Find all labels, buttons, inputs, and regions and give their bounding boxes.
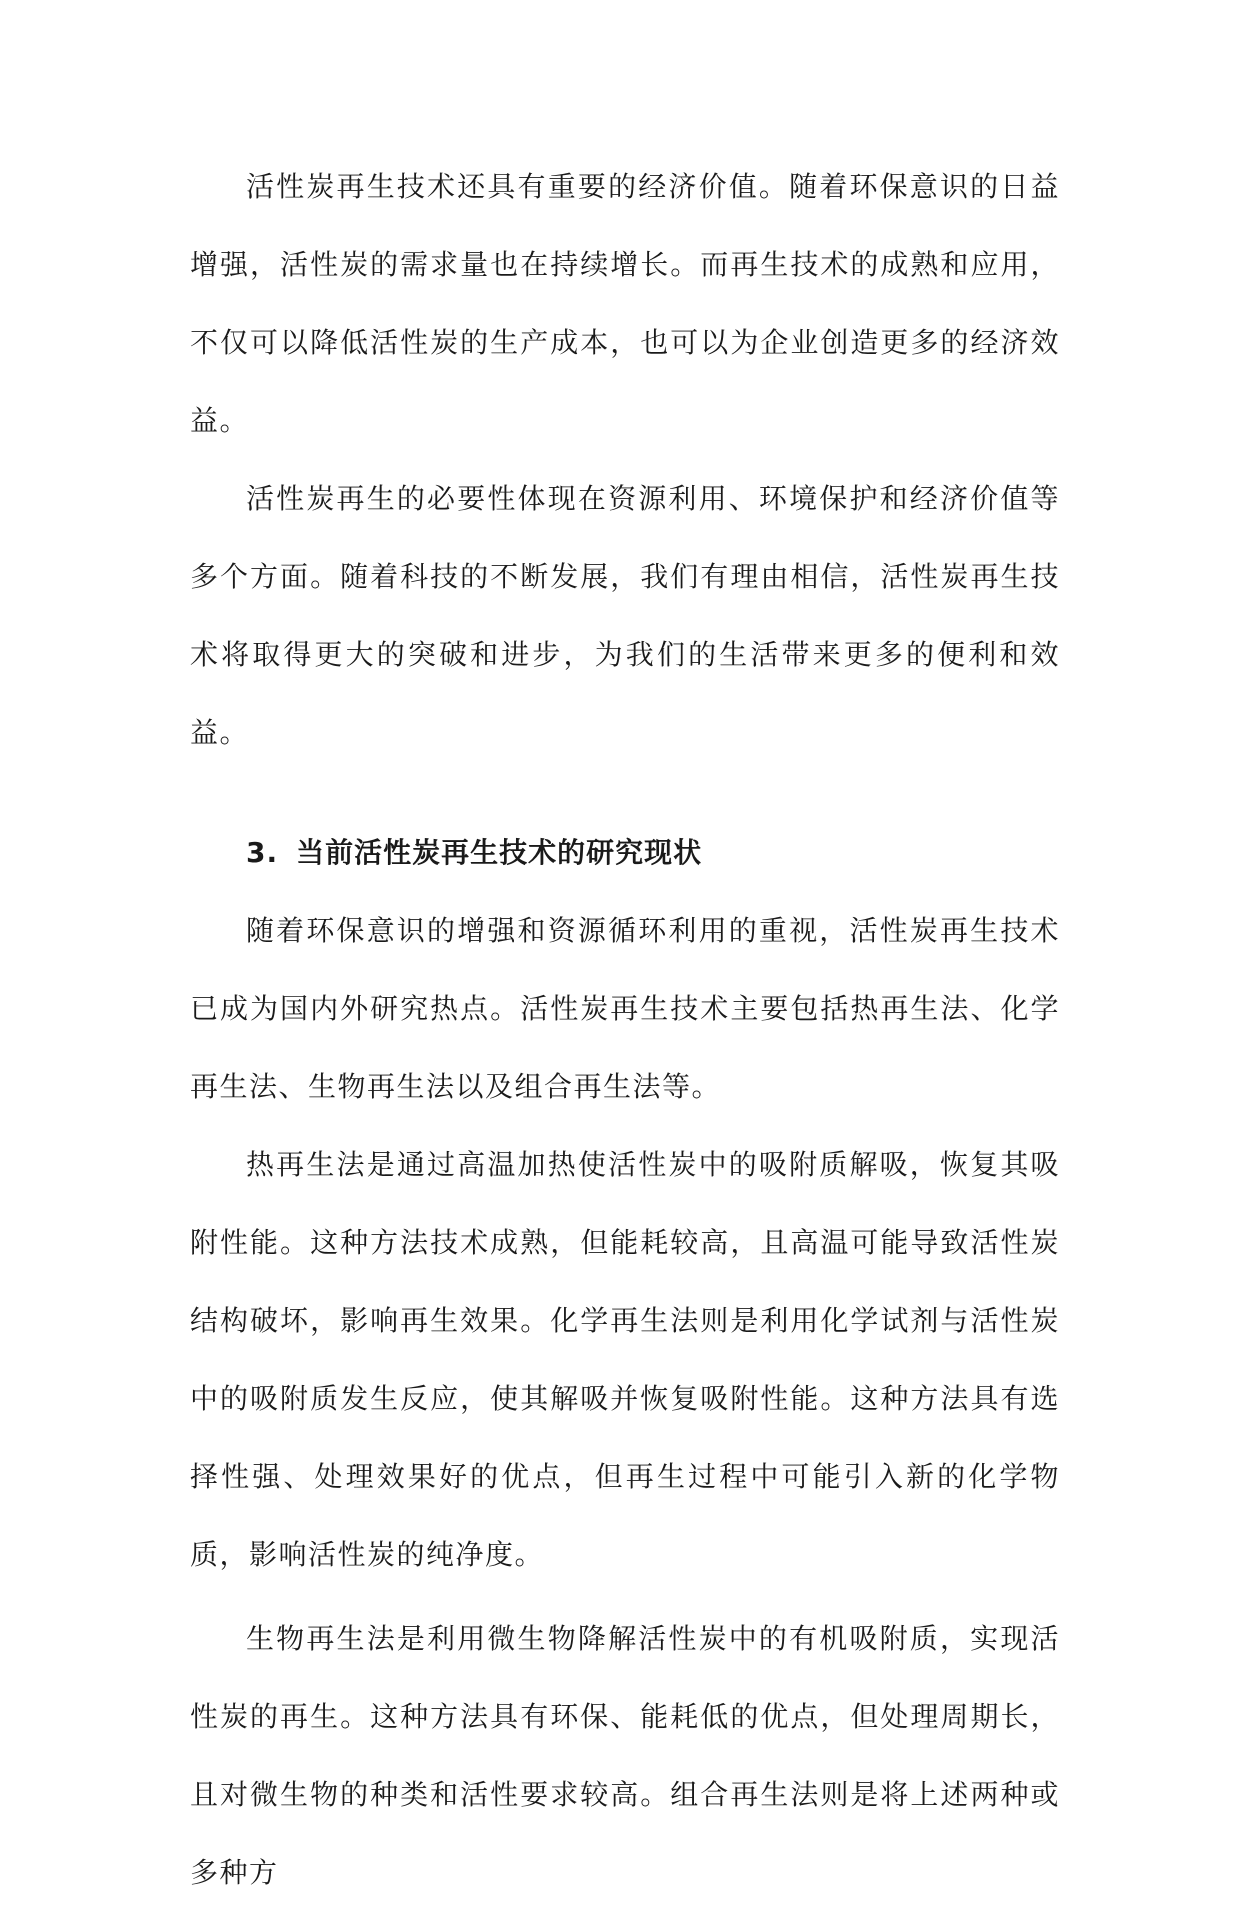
paragraph-biological-combined: 生物再生法是利用微生物降解活性炭中的有机吸附质，实现活性炭的再生。这种方法具有环保、能耗低的优点，但处理周期长，且对微生物的种类和活性要求较高。组合再生法则是将上述两种或多种方 — [190, 1622, 1060, 1889]
paragraph-research-overview: 随着环保意识的增强和资源循环利用的重视，活性炭再生技术已成为国内外研究热点。活性炭再生技术主要包括热再生法、化学再生法、生物再生法以及组合再生法等。 — [190, 914, 1060, 1103]
document-page — [190, 148, 1060, 1912]
paragraph-necessity: 活性炭再生的必要性体现在资源利用、环境保护和经济价值等多个方面。随着科技的不断发展，我们有理由相信，活性炭再生技术将取得更大的突破和进步，为我们的生活带来更多的便利和效益。 — [190, 482, 1060, 749]
paragraph-economic-value: 活性炭再生技术还具有重要的经济价值。随着环保意识的日益增强，活性炭的需求量也在持续增长。而再生技术的成熟和应用，不仅可以降低活性炭的生产成本，也可以为企业创造更多的经济效益。 — [190, 170, 1060, 437]
paragraph-thermal-chemical: 热再生法是通过高温加热使活性炭中的吸附质解吸，恢复其吸附性能。这种方法技术成熟，但能耗较高，且高温可能导致活性炭结构破坏，影响再生效果。化学再生法则是利用化学试剂与活性炭中的吸附质发生反应，使其解吸并恢复吸附性能。这种方法具有选择性强、处理效果好的优点，但再生过程中可能引入新的化学物质，影响活性炭的纯净度。 — [190, 1148, 1060, 1571]
section-number: 3. — [246, 836, 279, 869]
section-heading — [190, 814, 1060, 892]
section-title: 当前活性炭再生技术的研究现状 — [296, 836, 703, 869]
